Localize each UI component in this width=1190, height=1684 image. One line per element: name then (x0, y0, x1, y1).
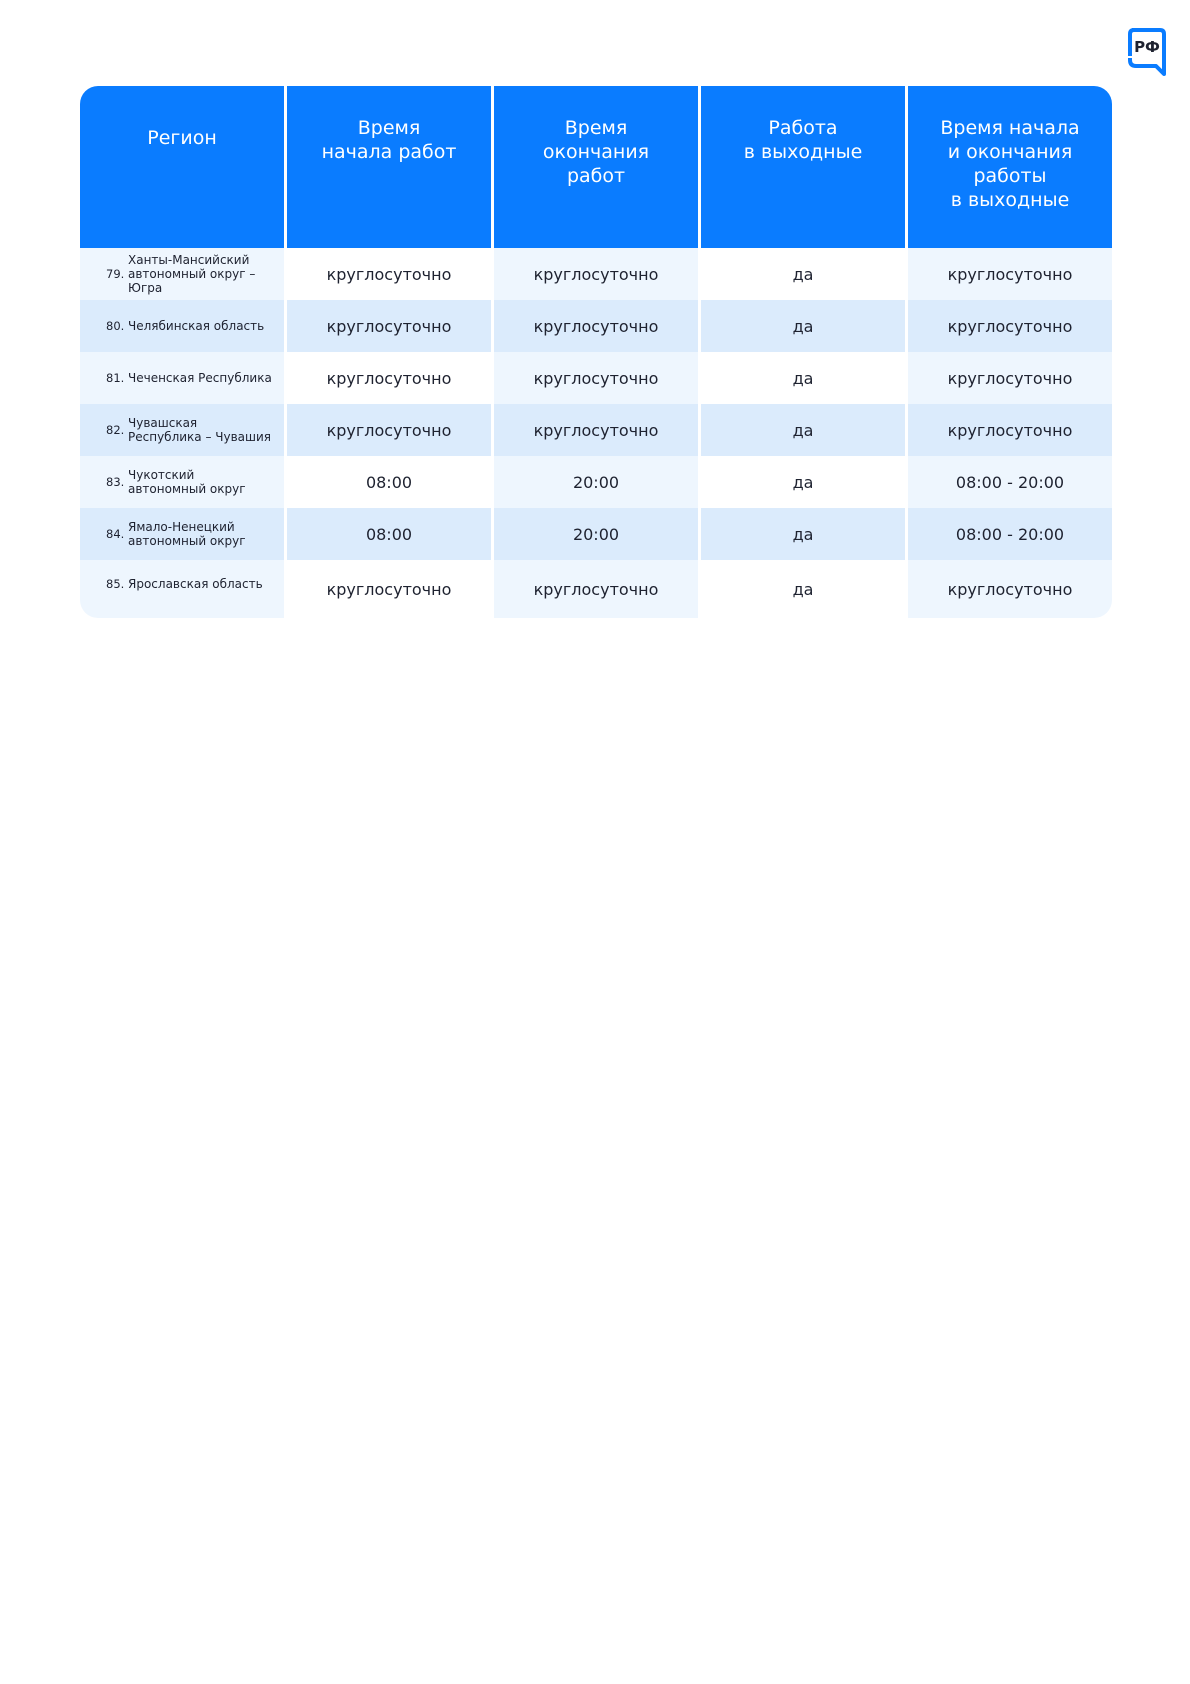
region-cell (80, 508, 284, 560)
header-region: Регион (80, 86, 284, 248)
region-name: Ханты-Мансийский автономный округ – Югра (128, 253, 256, 295)
region-number: 79. (106, 267, 125, 281)
header-weekend-hours: Время начала и окончания работы в выходные (908, 86, 1112, 248)
end-time-cell: круглосуточно (494, 352, 698, 404)
weekend-work-cell: да (701, 352, 905, 404)
region-name: Ярославская область (128, 577, 263, 591)
region-name: Челябинская область (128, 319, 265, 333)
weekend-work-cell: да (701, 404, 905, 456)
start-time-cell: круглосуточно (287, 560, 491, 618)
end-time-cell: круглосуточно (494, 300, 698, 352)
region-cell (80, 248, 284, 300)
region-number: 84. (106, 527, 125, 541)
weekend-hours-cell: круглосуточно (908, 404, 1112, 456)
region-name: Чувашская Республика – Чувашия (128, 416, 272, 444)
header-end-time: Время окончания работ (494, 86, 698, 248)
start-time-cell: 08:00 (287, 456, 491, 508)
region-number: 80. (106, 319, 125, 333)
region-cell (80, 352, 284, 404)
region-cell (80, 560, 284, 618)
weekend-hours-cell: круглосуточно (908, 300, 1112, 352)
start-time-cell: круглосуточно (287, 352, 491, 404)
start-time-cell: круглосуточно (287, 300, 491, 352)
region-name: Чукотский автономный округ (128, 468, 246, 496)
header-start-time: Время начала работ (287, 86, 491, 248)
weekend-hours-cell: круглосуточно (908, 352, 1112, 404)
weekend-work-cell: да (701, 248, 905, 300)
weekend-work-cell: да (701, 300, 905, 352)
weekend-work-cell: да (701, 560, 905, 618)
weekend-hours-cell: 08:00 - 20:00 (908, 456, 1112, 508)
region-number: 85. (106, 577, 125, 591)
start-time-cell: круглосуточно (287, 404, 491, 456)
region-number: 81. (106, 371, 125, 385)
region-number: 82. (106, 423, 125, 437)
region-number: 83. (106, 475, 125, 489)
start-time-cell: круглосуточно (287, 248, 491, 300)
weekend-hours-cell: круглосуточно (908, 560, 1112, 618)
region-name: Ямало-Ненецкий автономный округ (128, 520, 246, 548)
region-name: Чеченская Республика (128, 371, 272, 385)
regions-schedule-table (80, 86, 1112, 618)
end-time-cell: 20:00 (494, 456, 698, 508)
end-time-cell: круглосуточно (494, 560, 698, 618)
weekend-work-cell: да (701, 456, 905, 508)
logo-text: РФ (1134, 38, 1160, 56)
region-cell (80, 300, 284, 352)
end-time-cell: круглосуточно (494, 248, 698, 300)
weekend-work-cell: да (701, 508, 905, 560)
header-weekend-work: Работа в выходные (701, 86, 905, 248)
region-cell (80, 456, 284, 508)
end-time-cell: круглосуточно (494, 404, 698, 456)
end-time-cell: 20:00 (494, 508, 698, 560)
start-time-cell: 08:00 (287, 508, 491, 560)
rf-logo-icon (1126, 26, 1168, 78)
weekend-hours-cell: 08:00 - 20:00 (908, 508, 1112, 560)
weekend-hours-cell: круглосуточно (908, 248, 1112, 300)
region-cell (80, 404, 284, 456)
